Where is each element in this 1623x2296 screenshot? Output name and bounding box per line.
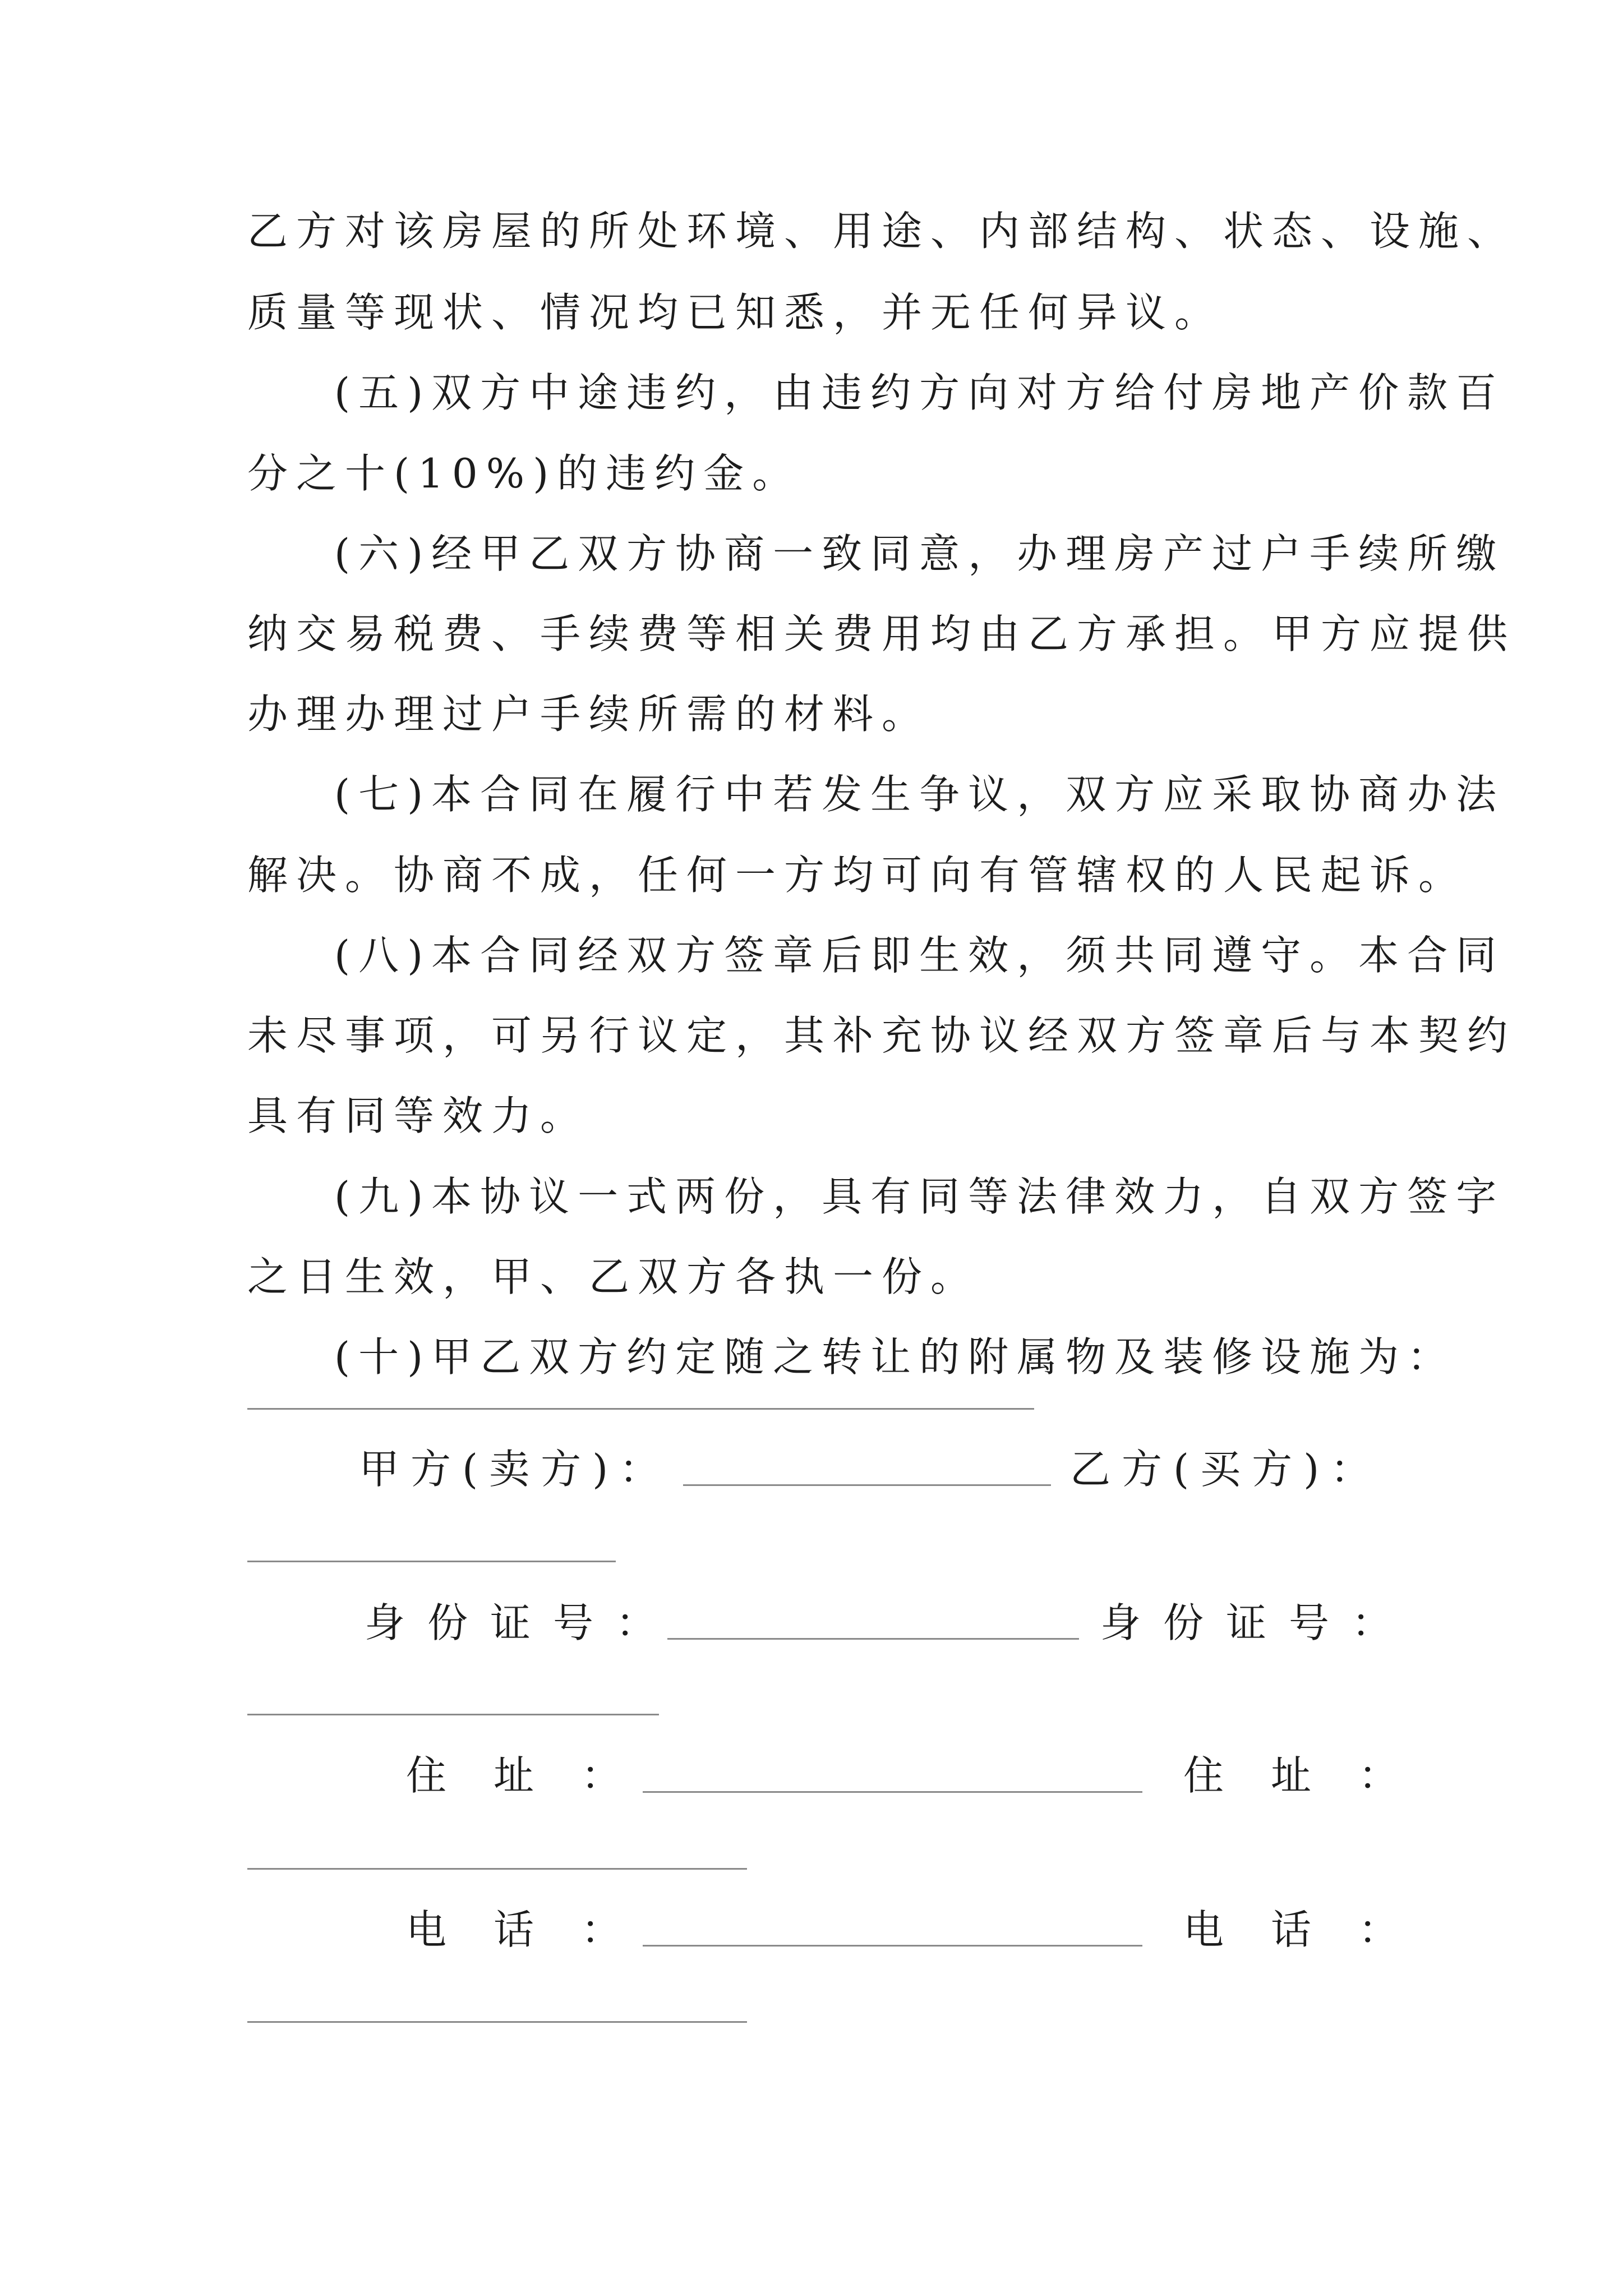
id-b-blank-line (247, 1714, 659, 1715)
paragraph-8-line-1: (八)本合同经双方签章后即生效，须共同遵守。本合同 (334, 932, 1505, 979)
paragraph-5-line-2: 分之十(10%)的违约金。 (247, 450, 801, 497)
paragraph-10-line-1: (十)甲乙双方约定随之转让的附属物及装修设施为： (334, 1333, 1456, 1381)
paragraph-8-line-2: 未尽事项，可另行议定，其补充协议经双方签章后与本契约 (247, 1012, 1516, 1059)
party-a-label: 甲方(卖方)： (359, 1446, 671, 1493)
paragraph-9-line-2: 之日生效，甲、乙双方各执一份。 (247, 1253, 980, 1300)
phone-a-label: 电话： (406, 1906, 669, 1953)
id-b-label: 身份证号： (1100, 1599, 1415, 1646)
phone-a-blank-line (643, 1945, 1142, 1947)
paragraph-6-line-3: 办理办理过户手续所需的材料。 (247, 691, 931, 738)
paragraph-5-line-1: (五)双方中途违约，由违约方向对方给付房地产价款百 (334, 369, 1505, 416)
party-b-blank-line (247, 1561, 616, 1562)
paragraph-8-line-3: 具有同等效力。 (247, 1092, 589, 1139)
paragraph-7-line-2: 解决。协商不成，任何一方均可向有管辖权的人民起诉。 (247, 852, 1468, 899)
phone-b-label: 电话： (1183, 1906, 1446, 1953)
attachments-blank-line (247, 1408, 1034, 1410)
id-a-blank-line (667, 1638, 1079, 1640)
address-a-label: 住址： (406, 1752, 669, 1799)
address-b-label: 住址： (1183, 1752, 1446, 1799)
paragraph-9-line-1: (九)本协议一式两份，具有同等法律效力，自双方签字 (334, 1173, 1505, 1220)
paragraph-6-line-1: (六)经甲乙双方协商一致同意，办理房产过户手续所缴 (334, 530, 1505, 577)
id-a-label: 身份证号： (365, 1599, 679, 1646)
paragraph-4-line-1: 乙方对该房屋的所处环境、用途、内部结构、状态、设施、 (247, 208, 1516, 255)
party-b-label: 乙方(买方)： (1070, 1446, 1382, 1493)
party-a-blank-line (683, 1484, 1051, 1486)
paragraph-4-line-2: 质量等现状、情况均已知悉，并无任何异议。 (247, 289, 1224, 336)
phone-b-blank-line (247, 2021, 747, 2023)
address-b-blank-line (247, 1868, 747, 1870)
paragraph-6-line-2: 纳交易税费、手续费等相关费用均由乙方承担。甲方应提供 (247, 610, 1516, 657)
address-a-blank-line (643, 1791, 1142, 1793)
paragraph-7-line-1: (七)本合同在履行中若发生争议，双方应采取协商办法 (334, 771, 1505, 818)
